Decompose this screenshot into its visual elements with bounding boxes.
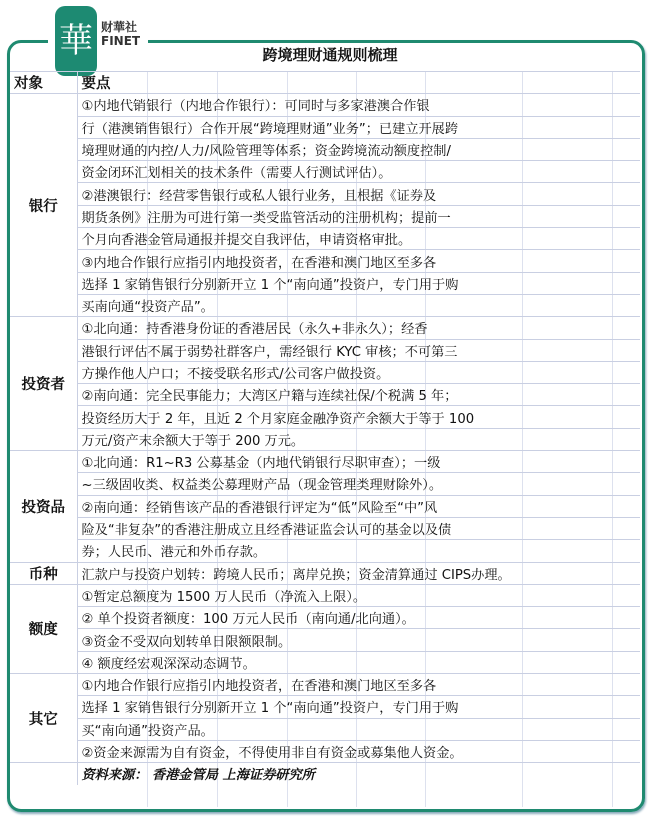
point-line: ①内地代销银行（内地合作银行）：可同时与多家港澳合作银 bbox=[77, 94, 640, 116]
table-row bbox=[10, 651, 640, 673]
table-row bbox=[10, 294, 640, 316]
point-line: ①暂定总额度为 1500 万人民币（净流入上限）。 bbox=[77, 584, 640, 606]
header-points: 要点 bbox=[77, 72, 640, 94]
table-row bbox=[10, 696, 640, 718]
table-row bbox=[10, 718, 640, 740]
source-row bbox=[10, 763, 640, 785]
table-row bbox=[10, 584, 640, 606]
table-row bbox=[10, 339, 640, 361]
point-line: 境理财通的内控/人力/风险管理等体系；资金跨境流动额度控制/ bbox=[77, 138, 640, 160]
point-line: ②南向通：经销售该产品的香港银行评定为“低”风险至“中”风 bbox=[77, 495, 640, 517]
table-row bbox=[10, 562, 640, 584]
brand-en: FINET bbox=[101, 34, 141, 48]
section-label: 币种 bbox=[10, 562, 77, 584]
point-line: ②南向通：完全民事能力；大湾区户籍与连续社保/个税满 5 年； bbox=[77, 384, 640, 406]
point-line: 资金闭环汇划相关的技术条件（需要人行测试评估）。 bbox=[77, 161, 640, 183]
point-line: 选择 1 家销售银行分别新开立 1 个“南向通”投资户，专门用于购 bbox=[77, 696, 640, 718]
table-row bbox=[10, 451, 640, 473]
table-row bbox=[10, 540, 640, 562]
table-row bbox=[10, 272, 640, 294]
header-row bbox=[10, 72, 640, 94]
point-line: ③资金不受双向划转单日限额限制。 bbox=[77, 629, 640, 651]
point-line: 券；人民币、港元和外币存款。 bbox=[77, 540, 640, 562]
rules-table bbox=[10, 71, 640, 785]
point-line: ④ 额度经宏观深深动态调节。 bbox=[77, 651, 640, 673]
table-row bbox=[10, 495, 640, 517]
table-row bbox=[10, 384, 640, 406]
point-line: ②港澳银行：经营零售银行或私人银行业务，且根据《证券及 bbox=[77, 183, 640, 205]
point-line: 个月向香港金管局通报并提交自我评估，申请资格审批。 bbox=[77, 228, 640, 250]
source-note: 资料来源： 香港金管局 上海证券研究所 bbox=[77, 763, 640, 785]
point-line: 行（港澳销售银行）合作开展“跨境理财通”业务”；已建立开展跨 bbox=[77, 116, 640, 138]
section-label: 投资品 bbox=[10, 451, 77, 562]
section-label: 额度 bbox=[10, 584, 77, 673]
point-line: 买“南向通”投资产品。 bbox=[77, 718, 640, 740]
table-row bbox=[10, 317, 640, 339]
page-title: 跨境理财通规则梳理 bbox=[262, 46, 398, 64]
point-line: ② 单个投资者额度：100 万元人民币（南向通/北向通）。 bbox=[77, 607, 640, 629]
table-row bbox=[10, 473, 640, 495]
point-line: 汇款户与投资户划转：跨境人民币；离岸兑换；资金清算通过 CIPS办理。 bbox=[77, 562, 640, 584]
table-row bbox=[10, 517, 640, 539]
section-label: 投资者 bbox=[10, 317, 77, 451]
section-label: 银行 bbox=[10, 94, 77, 317]
table-row bbox=[10, 629, 640, 651]
point-line: ②资金来源需为自有资金，不得使用非自有资金或募集他人资金。 bbox=[77, 740, 640, 762]
point-line: ~三级固收类、权益类公募理财产品（现金管理类理财除外）。 bbox=[77, 473, 640, 495]
table-row bbox=[10, 428, 640, 450]
table-row bbox=[10, 361, 640, 383]
point-line: 投资经历大于 2 年，且近 2 个月家庭金融净资产余额大于等于 100 bbox=[77, 406, 640, 428]
table-row bbox=[10, 94, 640, 116]
table-row bbox=[10, 161, 640, 183]
table-row bbox=[10, 138, 640, 160]
table-row bbox=[10, 674, 640, 696]
header-object: 对象 bbox=[10, 72, 77, 94]
section-label: 其它 bbox=[10, 674, 77, 763]
table-row bbox=[10, 406, 640, 428]
table-row bbox=[10, 183, 640, 205]
point-line: ①北向通：R1~R3 公募基金（内地代销银行尽职审查）；一级 bbox=[77, 451, 640, 473]
brand-cn: 财華社 bbox=[101, 20, 138, 34]
point-line: 万元/资产末余额大于等于 200 万元。 bbox=[77, 428, 640, 450]
table-row bbox=[10, 607, 640, 629]
table-row bbox=[10, 740, 640, 762]
table-row bbox=[10, 250, 640, 272]
point-line: ③内地合作银行应指引内地投资者，在香港和澳门地区至多各 bbox=[77, 250, 640, 272]
point-line: 选择 1 家销售银行分别新开立 1 个“南向通”投资户，专门用于购 bbox=[77, 272, 640, 294]
brand-name bbox=[101, 20, 140, 48]
point-line: 期货条例》注册为可进行第一类受监管活动的注册机构；提前一 bbox=[77, 205, 640, 227]
point-line: 港银行评估不属于弱势社群客户，需经银行 KYC 审核；不可第三 bbox=[77, 339, 640, 361]
source-label-cell bbox=[10, 763, 77, 785]
point-line: ①内地合作银行应指引内地投资者，在香港和澳门地区至多各 bbox=[77, 674, 640, 696]
finet-logo-icon: 華 bbox=[55, 6, 97, 76]
table-row bbox=[10, 116, 640, 138]
table-row bbox=[10, 205, 640, 227]
point-line: 险及“非复杂”的香港注册成立且经香港证监会认可的基金以及债 bbox=[77, 517, 640, 539]
table-row bbox=[10, 228, 640, 250]
point-line: 买南向通“投资产品”。 bbox=[77, 294, 640, 316]
point-line: ①北向通：持香港身份证的香港居民（永久+非永久）；经香 bbox=[77, 317, 640, 339]
point-line: 方操作他人户口；不接受联名形式/公司客户做投资。 bbox=[77, 361, 640, 383]
